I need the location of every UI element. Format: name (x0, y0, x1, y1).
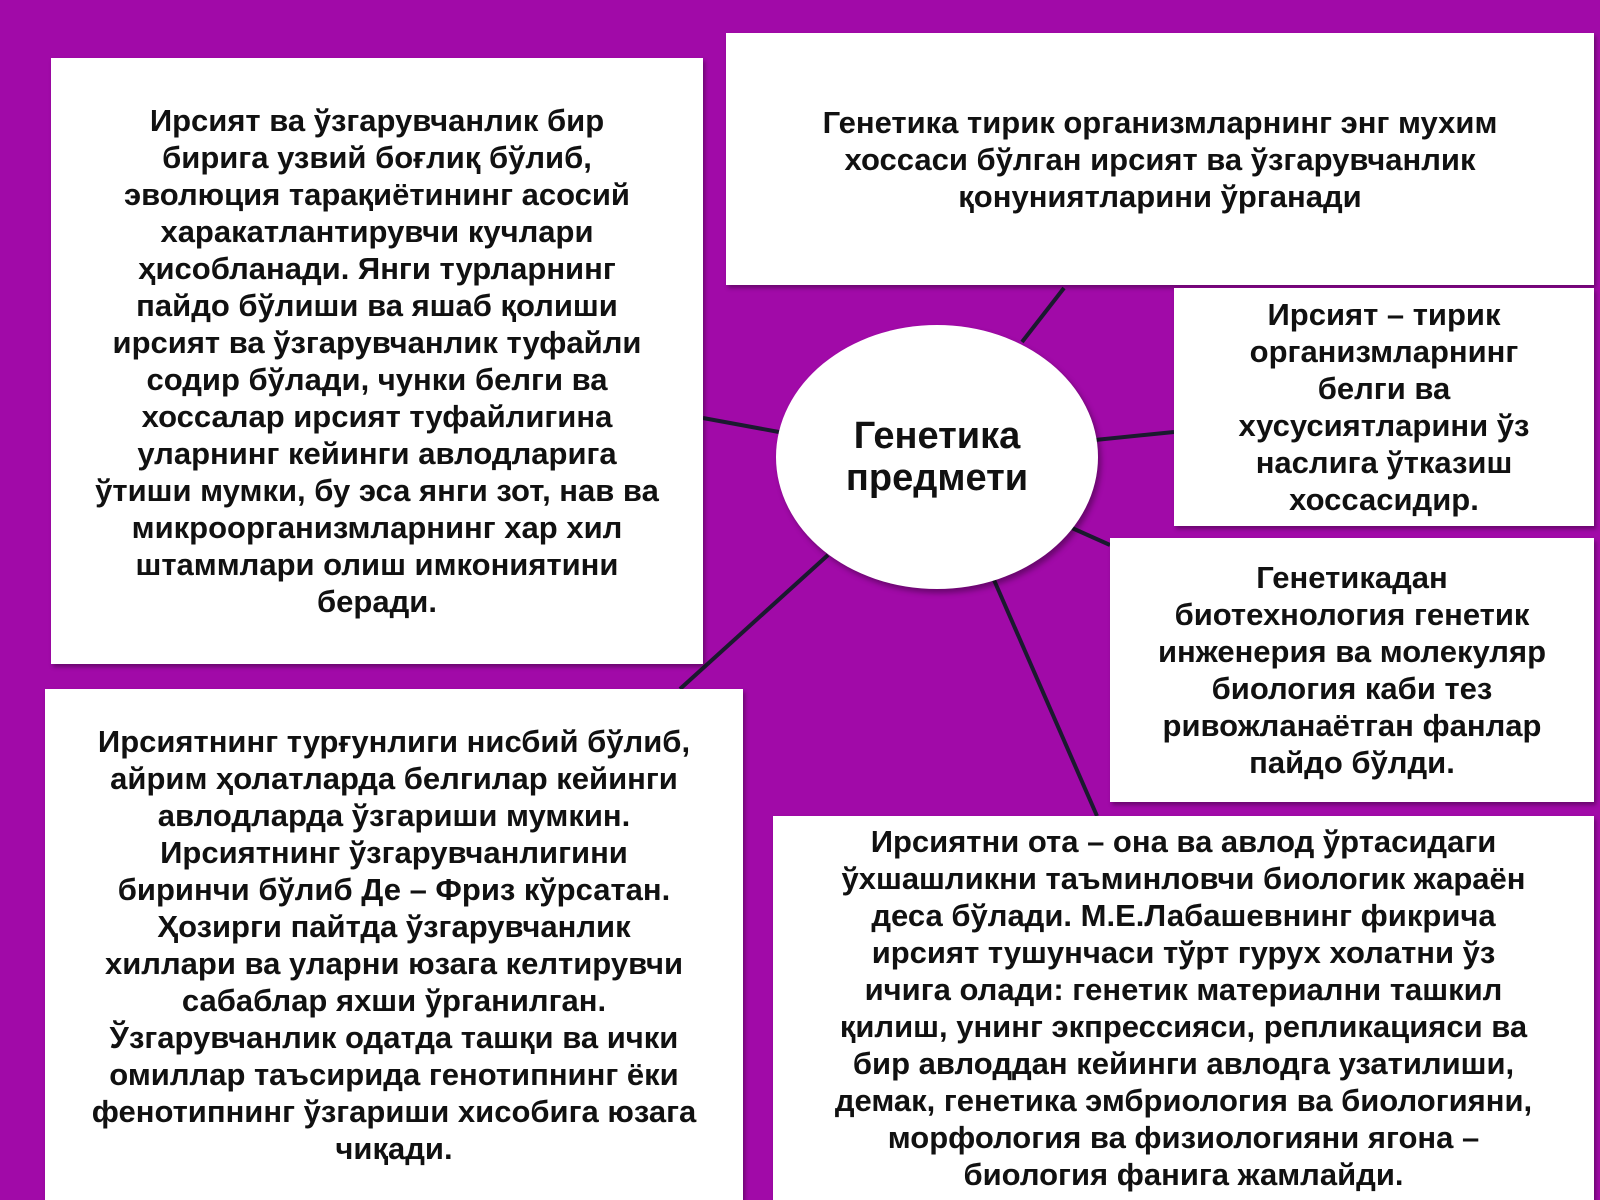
text-line: Ирсиятни ота – она ва авлод ўртасидаги (870, 824, 1497, 859)
text-line: хусусиятларини ўз (1238, 408, 1530, 443)
text-line: инженерия ва молекуляр (1157, 634, 1547, 669)
genetics-offshoots-box (1110, 538, 1594, 802)
text-line: эволюция тарақиётининг асосий (124, 177, 630, 212)
text-line: хоссаси бўлган ирсият ва ўзгарувчанлик (844, 141, 1476, 177)
heredity-process-text (835, 823, 1532, 1193)
text-line: қонуниятларини ўрганади (958, 178, 1362, 214)
connector-top (1022, 288, 1064, 342)
text-line: харакатлантирувчи кучлари (160, 214, 594, 249)
text-line: бир авлоддан кейинги авлодга узатилиши, (852, 1046, 1515, 1081)
text-line: фенотипнинг ўзгариши хисобига юзага (91, 1093, 697, 1129)
text-line: штаммлари олиш имкониятини (135, 547, 619, 582)
heredity-process-box (773, 816, 1594, 1200)
text-line: ирсият ва ўзгарувчанлик туфайли (112, 325, 642, 360)
genetics-studies-text (823, 104, 1498, 215)
heredity-definition-box (1174, 288, 1594, 526)
heredity-variability-text (95, 102, 659, 620)
text-line: деса бўлади. М.Е.Лабашевнинг фикрича (871, 898, 1496, 933)
text-line: ўтиши мумки, бу эса янги зот, нав ва (95, 473, 659, 508)
text-line: Ирсиятнинг турғунлиги нисбий бўлиб, (97, 723, 691, 759)
heredity-stability-box (45, 689, 743, 1200)
heredity-variability-box (51, 58, 703, 664)
text-line: Генетикадан (1256, 560, 1448, 595)
text-line: ичига олади: генетик материални ташкил (864, 972, 1503, 1007)
text-line: биотехнология генетик (1174, 597, 1530, 632)
text-line: чиқади. (335, 1130, 453, 1166)
connector-right (1095, 432, 1174, 440)
text-line: Ҳозирги пайтда ўзгарувчанлик (157, 908, 631, 944)
text-line: микроорганизмларнинг хар хил (131, 510, 623, 545)
text-line: уларнинг кейинги авлодларига (137, 436, 617, 471)
text-line: Ирсият ва ўзгарувчанлик бир (149, 103, 605, 138)
text-line: белги ва (1317, 371, 1451, 406)
text-line: ўхшашликни таъминловчи биологик жараён (841, 861, 1526, 896)
connector-lower-right (1072, 528, 1110, 545)
genetics-offshoots-text (1158, 559, 1546, 781)
text-line: Ирсият – тирик (1267, 297, 1501, 332)
text-line: Ўзгарувчанлик одатда ташқи ва ички (109, 1019, 679, 1055)
text-line: морфология ва физиологияни ягона – (887, 1120, 1480, 1155)
center-topic-ellipse (776, 325, 1098, 589)
text-line: хоссасидир. (1289, 482, 1479, 517)
text-line: ирсият тушунчаси тўрт гурух холатни ўз (871, 935, 1496, 970)
text-line: Ирсиятнинг ўзгарувчанлигини (160, 834, 628, 870)
text-line: пайдо бўлиши ва яшаб қолиши (136, 288, 618, 323)
text-line: айрим ҳолатларда белгилар кейинги (110, 760, 678, 796)
text-line: қилиш, унинг экпрессияси, репликацияси ва (839, 1009, 1528, 1044)
text-line: биология фанига жамлайди. (963, 1157, 1404, 1192)
text-line: ривожланаётган фанлар (1162, 708, 1542, 743)
text-line: хоссалар ирсият туфайлигина (141, 399, 613, 434)
connector-upper-left (703, 418, 779, 432)
text-line: омиллар таъсирида генотипнинг ёки (109, 1056, 679, 1092)
text-line: Генетика тирик организмларнинг энг мухим (822, 104, 1498, 140)
text-line: наслига ўтказиш (1255, 445, 1513, 480)
heredity-definition-text (1239, 296, 1530, 518)
connector-bottom (994, 580, 1097, 816)
genetics-studies-box (726, 33, 1594, 285)
center-topic-title (776, 415, 1098, 499)
text-line: биринчи бўлиб Де – Фриз кўрсатан. (117, 871, 671, 907)
text-line: содир бўлади, чунки белги ва (146, 362, 608, 397)
text-line: пайдо бўлди. (1249, 745, 1455, 780)
heredity-stability-text (92, 723, 696, 1167)
center-title-line: предмети (845, 457, 1029, 499)
text-line: хиллари ва уларни юзага келтирувчи (105, 945, 683, 981)
text-line: ҳисобланади. Янги турларнинг (138, 251, 616, 286)
text-line: биология каби тез (1211, 671, 1493, 706)
text-line: беради. (317, 584, 437, 619)
text-line: авлодларда ўзгариши мумкин. (157, 797, 631, 833)
text-line: сабаблар яхши ўрганилган. (181, 982, 607, 1018)
text-line: бирига узвий боғлиқ бўлиб, (162, 140, 592, 175)
text-line: организмларнинг (1249, 334, 1519, 369)
text-line: демак, генетика эмбриология ва биологияни, (834, 1083, 1533, 1118)
center-title-line: Генетика (853, 415, 1021, 457)
